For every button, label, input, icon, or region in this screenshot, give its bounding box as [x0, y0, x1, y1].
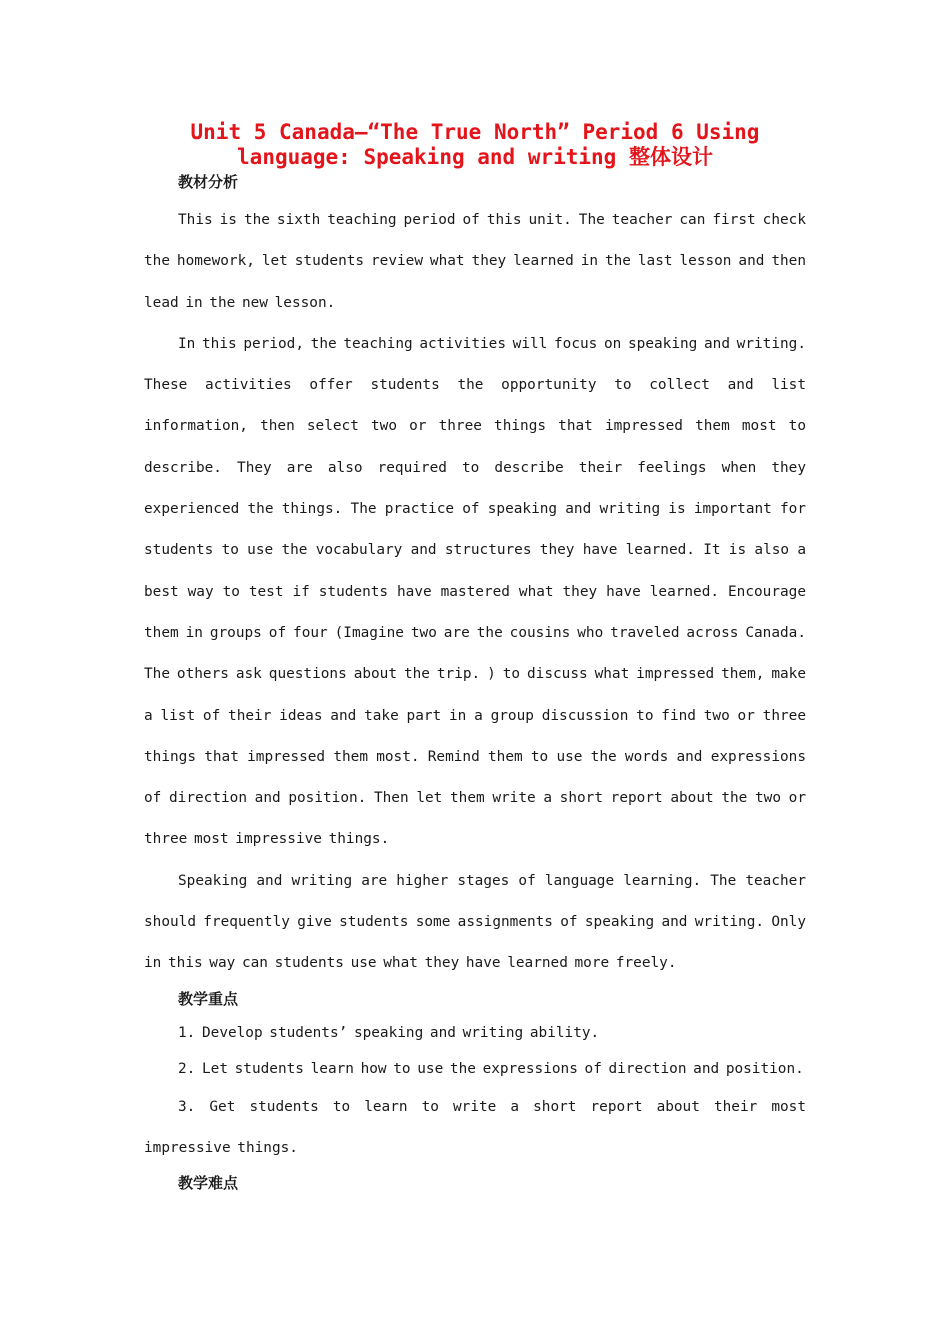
section-heading-difficulties: 教学难点 — [178, 1174, 239, 1193]
key-point-item-1: 1. Develop students’ speaking and writing ability. — [178, 1024, 600, 1041]
document-page — [144, 120, 806, 1193]
section-heading-key-points: 教学重点 — [178, 989, 239, 1008]
section-key-points — [144, 989, 806, 1170]
section-difficulties — [144, 1173, 806, 1193]
analysis-paragraph-2: In this period, the teaching activities will focus on speaking and writing. These activities offer students the opportunity to collect and list information, then select two or three things that impressed them most to describe. They are also required to describe their feelings when they experienced the things. The practice of speaking and writing is important for students to use the vocabulary and structures they have learned. It is also a best way to test if students have mastered what they have learned. Encourage them in groups of four (Imagine two are the cousins who traveled across Canada. The others ask questions about the trip. ) to discuss what impressed them, make a list of their ideas and take part in a group discussion to find two or three things that impressed them most. Remind them to use the words and expressions of direction and position. Then let them write a short report about the two or three most impressive things. — [144, 335, 806, 848]
analysis-paragraph-3: Speaking and writing are higher stages of language learning. The teacher should frequently give students some assignments of speaking and writing. Only in this way can students use what they have learned more freely. — [144, 872, 806, 972]
key-point-item-3: 3. Get students to learn to write a short report about their most impressive things. — [144, 1098, 806, 1156]
document-title: Unit 5 Canada—“The True North” Period 6 Using language: Speaking and writing 整体设计 — [190, 120, 760, 169]
section-textbook-analysis — [144, 172, 806, 985]
section-heading-textbook-analysis: 教材分析 — [178, 173, 239, 191]
key-point-item-2: 2. Let students learn how to use the expressions of direction and position. — [178, 1060, 804, 1077]
analysis-paragraph-1: This is the sixth teaching period of this unit. The teacher can first check the homework, let students review what they learned in the last lesson and then lead in the new lesson. — [144, 212, 806, 311]
